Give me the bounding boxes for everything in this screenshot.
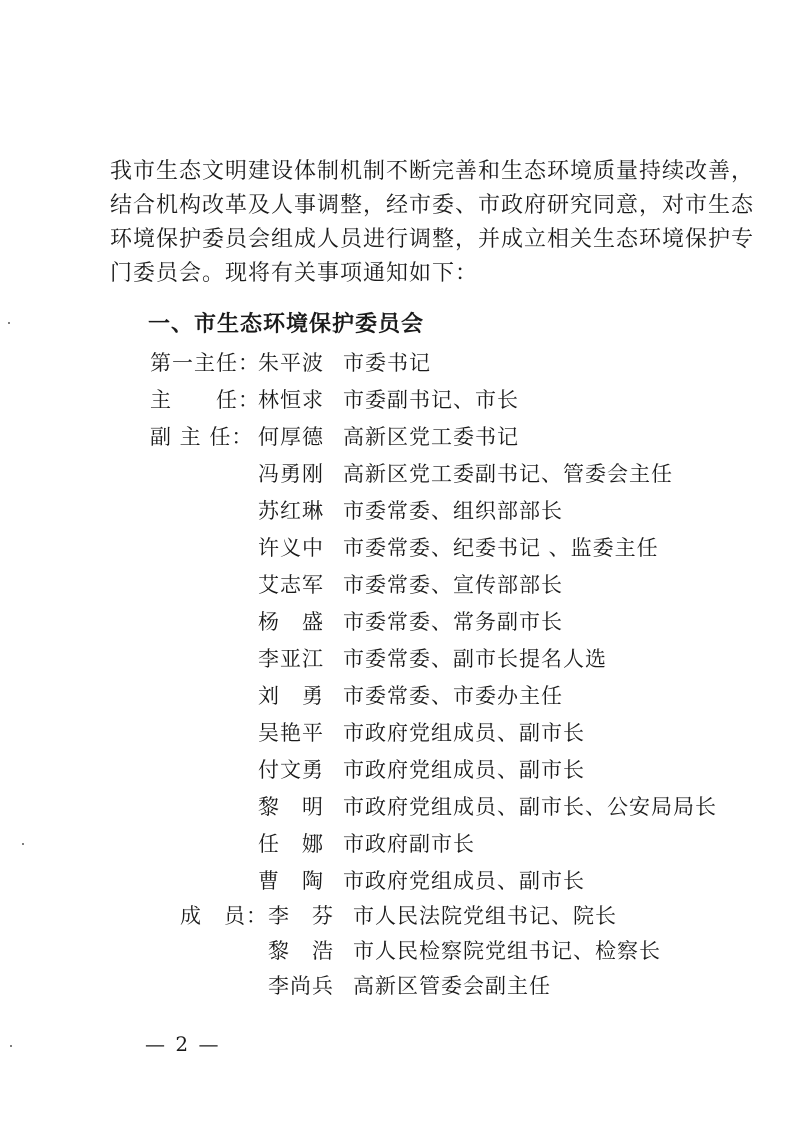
member-title: 市委常委、副市长提名人选 [343,647,607,671]
member-name: 黎 明 [258,795,324,819]
member-name: 何厚德 [258,425,324,449]
member-name: 艾志军 [258,573,324,597]
member-name: 许义中 [258,536,324,560]
member-name: 朱平波 [258,351,324,375]
role-label: 主 任： [150,388,260,412]
member-title: 市委常委、纪委书记 、监委主任 [343,536,659,560]
member-name: 李 芬 [268,904,334,928]
member-title: 市政府党组成员、副市长 [343,721,585,745]
scan-speck [8,322,10,324]
page-number: — 2 — [145,1032,221,1056]
member-title: 市委常委、宣传部部长 [343,573,563,597]
member-title: 市人民检察院党组书记、检察长 [353,939,661,963]
member-title: 市委副书记、市长 [343,388,519,412]
member-title: 市委常委、常务副市长 [343,610,563,634]
member-name: 付文勇 [258,758,324,782]
member-title: 市政府党组成员、副市长 [343,869,585,893]
scan-speck [22,843,24,845]
member-name: 黎 浩 [268,939,334,963]
section-heading: 一、市生态环境保护委员会 [148,312,425,337]
intro-line: 结合机构改革及人事调整，经市委、市政府研究同意，对市生态 [110,193,755,218]
intro-line: 我市生态文明建设体制机制不断完善和生态环境质量持续改善， [110,159,755,184]
member-name: 刘 勇 [258,684,324,708]
member-title: 市人民法院党组书记、院长 [353,904,617,928]
member-title: 市委常委、组织部部长 [343,499,563,523]
member-name: 冯勇刚 [258,462,324,486]
member-title: 市政府副市长 [343,832,475,856]
role-label: 第一主任： [150,351,260,375]
member-name: 李亚江 [258,647,324,671]
role-label: 成 员： [180,904,268,928]
scan-speck [10,1045,12,1047]
intro-paragraph [110,155,755,291]
member-title: 市政府党组成员、副市长、公安局局长 [343,795,717,819]
member-name: 曹 陶 [258,869,324,893]
member-title: 高新区党工委副书记、管委会主任 [343,462,673,486]
member-name: 李尚兵 [268,974,334,998]
member-title: 市政府党组成员、副市长 [343,758,585,782]
intro-line: 门委员会。现将有关事项通知如下： [110,261,479,286]
member-name: 林恒求 [258,388,324,412]
member-name: 杨 盛 [258,610,324,634]
member-title: 高新区党工委书记 [343,425,519,449]
role-label: 副 主 任： [150,425,254,449]
member-title: 高新区管委会副主任 [353,974,551,998]
intro-line: 环境保护委员会组成人员进行调整，并成立相关生态环境保护专 [110,227,755,252]
member-title: 市委常委、市委办主任 [343,684,563,708]
member-name: 苏红琳 [258,499,324,523]
member-name: 吴艳平 [258,721,324,745]
member-name: 任 娜 [258,832,324,856]
member-title: 市委书记 [343,351,431,375]
